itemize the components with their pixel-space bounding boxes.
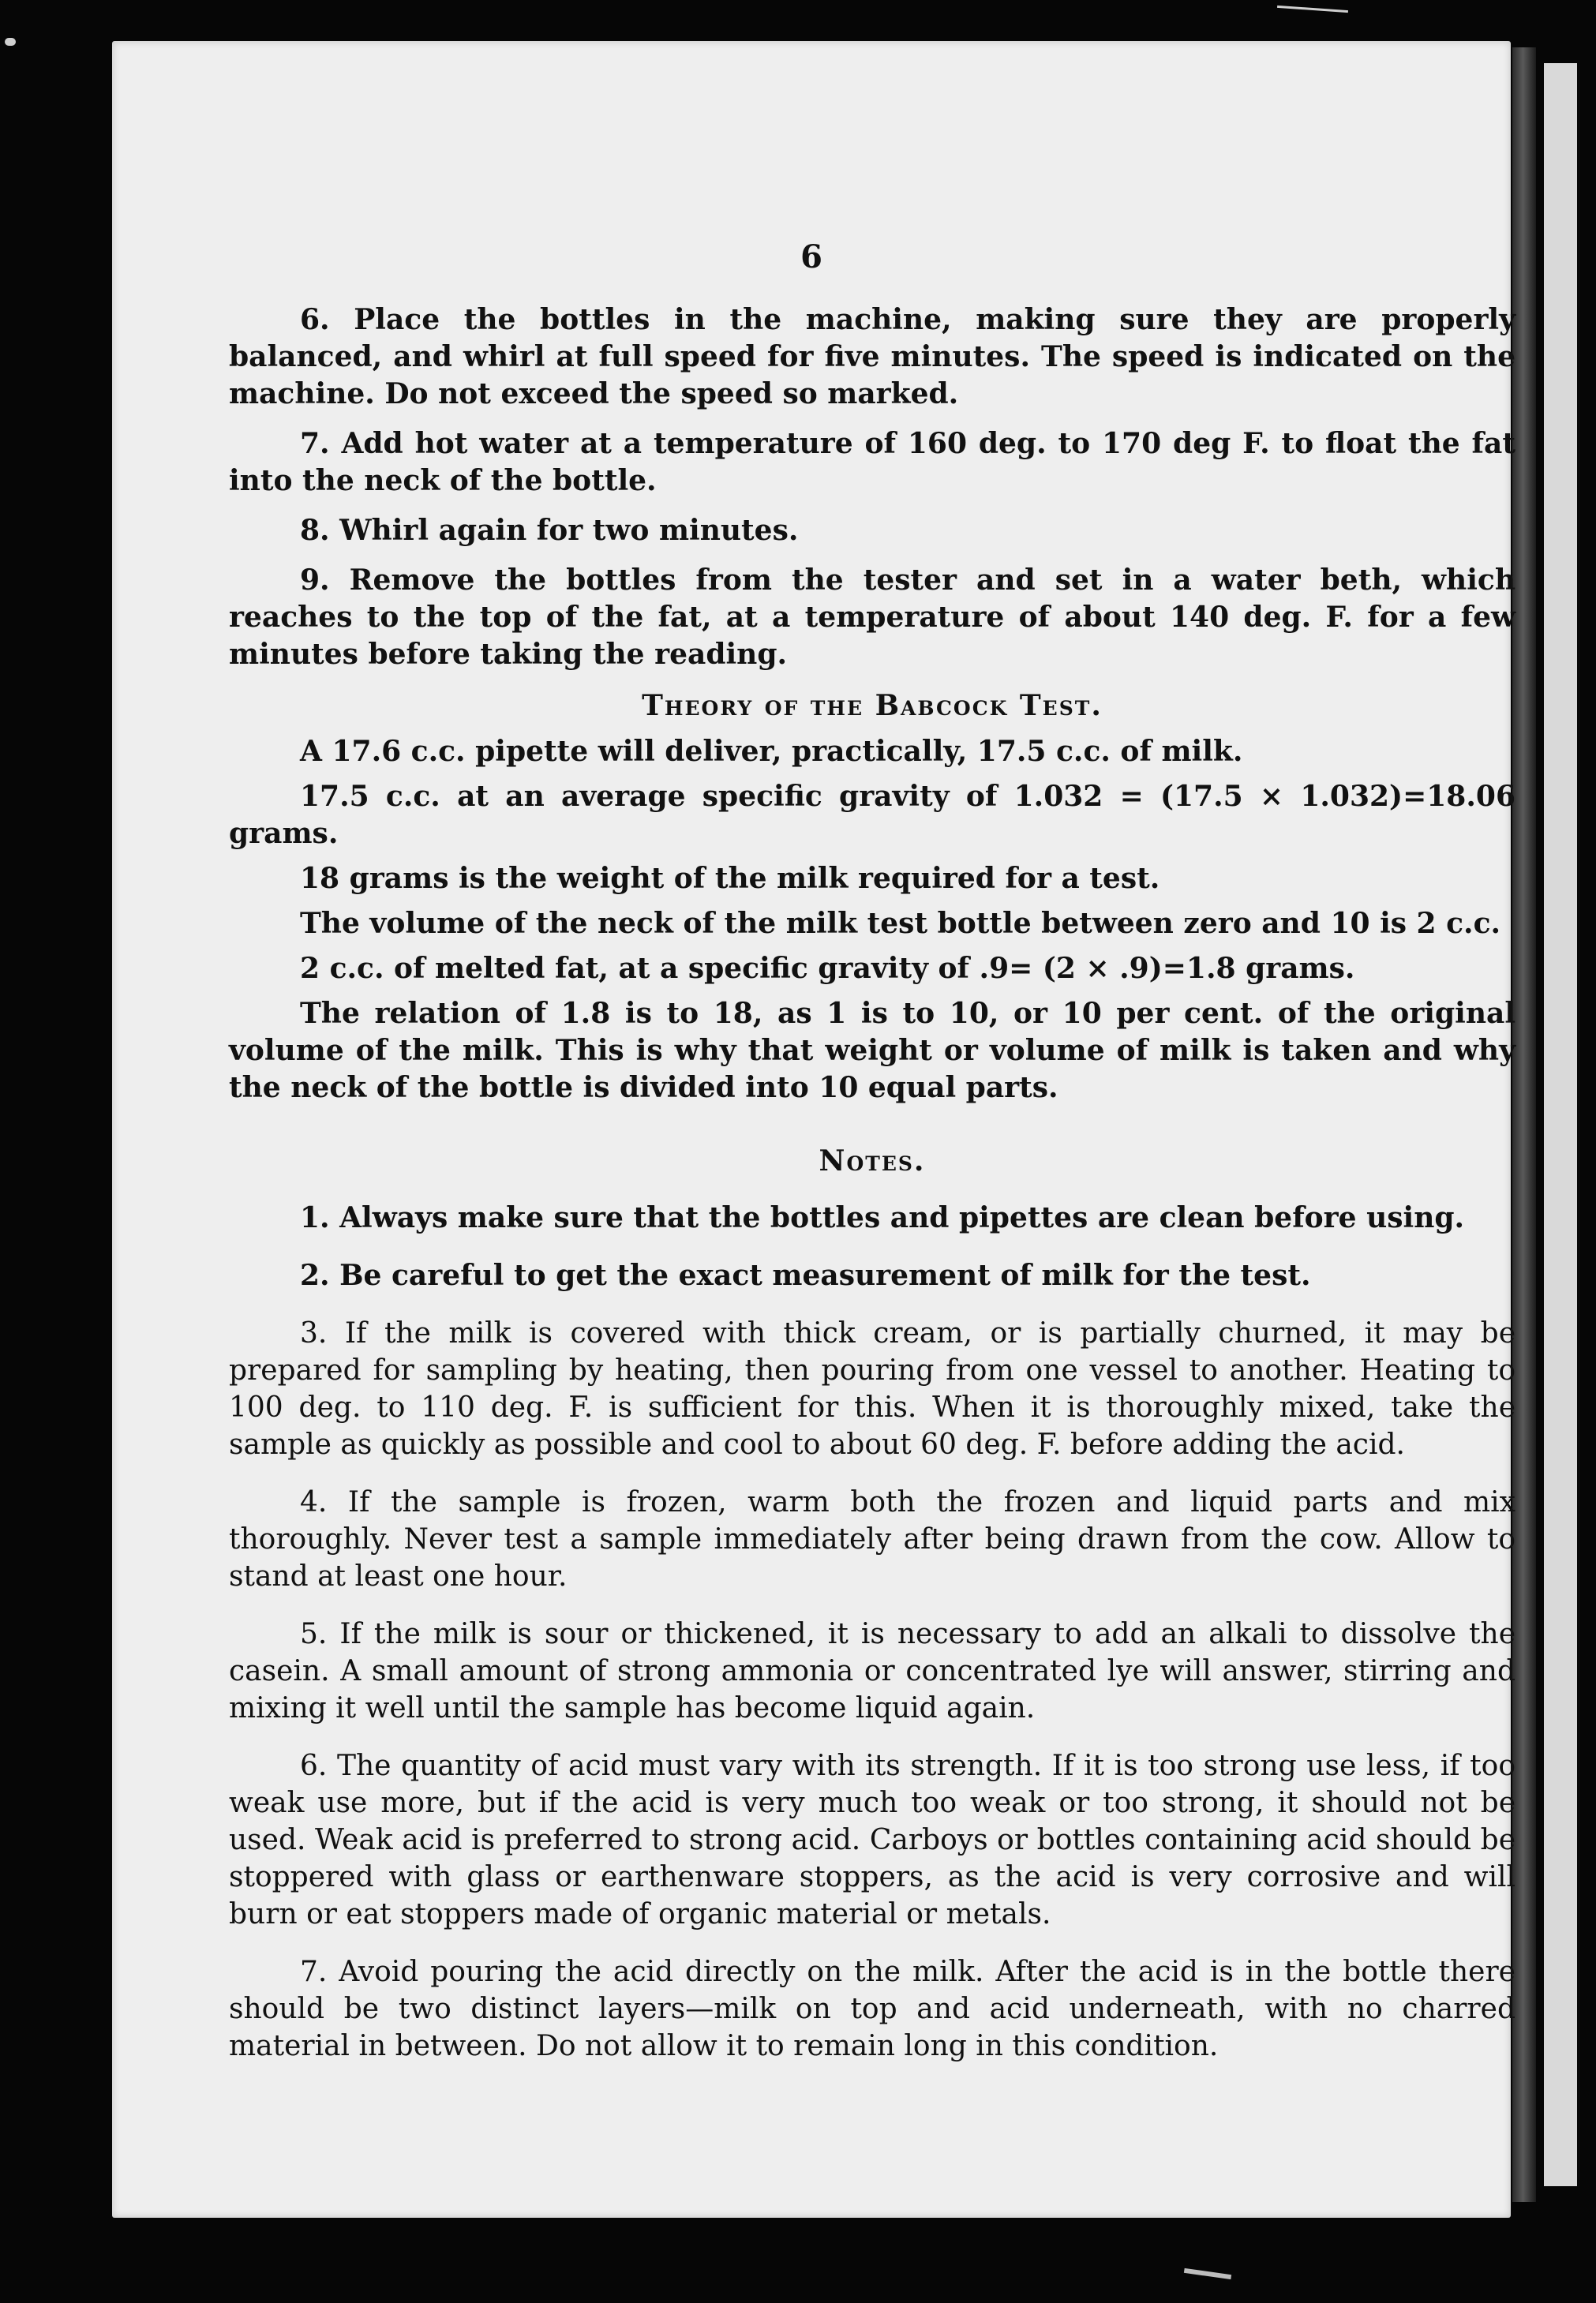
theory-paragraph: 18 grams is the weight of the milk required for a test.	[300, 862, 1160, 895]
note-item: 6. The quantity of acid must vary with its strength. If it is too strong use less, if too weak use more, but if the acid is very much too weak or too strong, it should not be used. Weak acid is preferred to strong acid. Carboys or bottles containing acid should be stoppered with glass or earthenware stoppers, as the acid is very corrosive and will burn or eat stoppers made of organic material or metals.	[229, 1750, 1515, 1930]
theory-section	[229, 689, 1515, 1107]
note-item: 7. Avoid pouring the acid directly on the milk. After the acid is in the bottle there should be two distinct layers—milk on top and acid underneath, with no charred material in between. Do not allow it to remain long in this condition.	[229, 1956, 1515, 2062]
adjacent-page-edge	[1544, 63, 1577, 2186]
document-page	[112, 41, 1515, 2218]
procedure-step-7: 7. Add hot water at a temperature of 160 deg. to 170 deg F. to float the fat into the neck of the bottle.	[229, 427, 1515, 497]
theory-paragraph: 17.5 c.c. at an average specific gravity of 1.032 = (17.5 × 1.032)=18.06 grams.	[229, 780, 1515, 850]
note-item: 2. Be careful to get the exact measurement of milk for the test.	[300, 1259, 1311, 1292]
procedure-step-8: 8. Whirl again for two minutes.	[300, 514, 799, 547]
page-number: 6	[800, 238, 822, 275]
theory-paragraph: The relation of 1.8 is to 18, as 1 is to 10, or 10 per cent. of the original volume of the milk. This is why that weight or volume of milk is taken and why the neck of the bottle is divided into 10 equal parts.	[229, 997, 1515, 1104]
scan-artifact	[5, 38, 16, 46]
theory-paragraph: 2 c.c. of melted fat, at a specific gravity of .9= (2 × .9)=1.8 grams.	[300, 952, 1355, 985]
procedure-steps	[229, 301, 1515, 673]
theory-heading: Theory of the Babcock Test.	[642, 689, 1103, 722]
page-content	[229, 301, 1515, 2085]
theory-paragraph: The volume of the neck of the milk test bottle between zero and 10 is 2 c.c.	[300, 907, 1501, 940]
book-spine-edge	[1512, 47, 1536, 2202]
procedure-step-9: 9. Remove the bottles from the tester and set in a water beth, which reaches to the top of the fat, at a temperature of about 140 deg. F. for a few minutes before taking the reading.	[229, 564, 1515, 671]
note-item: 1. Always make sure that the bottles and pipettes are clean before using.	[300, 1201, 1465, 1234]
note-item: 5. If the milk is sour or thickened, it is necessary to add an alkali to dissolve the casein. A small amount of strong ammonia or concentrated lye will answer, stirring and mixing it well until the sample has become liquid again.	[229, 1618, 1515, 1724]
theory-paragraph: A 17.6 c.c. pipette will deliver, practically, 17.5 c.c. of milk.	[300, 735, 1243, 768]
notes-section	[229, 1144, 1515, 2065]
note-item: 3. If the milk is covered with thick cream, or is partially churned, it may be prepared for sampling by heating, then pouring from one vessel to another. Heating to 100 deg. to 110 deg. F. is sufficient for this. When it is thoroughly mixed, take the sample as quickly as possible and cool to about 60 deg. F. before adding the acid.	[229, 1317, 1515, 1461]
procedure-step-6: 6. Place the bottles in the machine, making sure they are properly balanced, and whirl at full speed for five minutes. The speed is indicated on the machine. Do not exceed the speed so marked.	[229, 303, 1515, 410]
notes-heading: Notes.	[819, 1144, 926, 1178]
note-item: 4. If the sample is frozen, warm both the frozen and liquid parts and mix thoroughly. Never test a sample immediately after being drawn from the cow. Allow to stand at least one hour.	[229, 1486, 1515, 1593]
